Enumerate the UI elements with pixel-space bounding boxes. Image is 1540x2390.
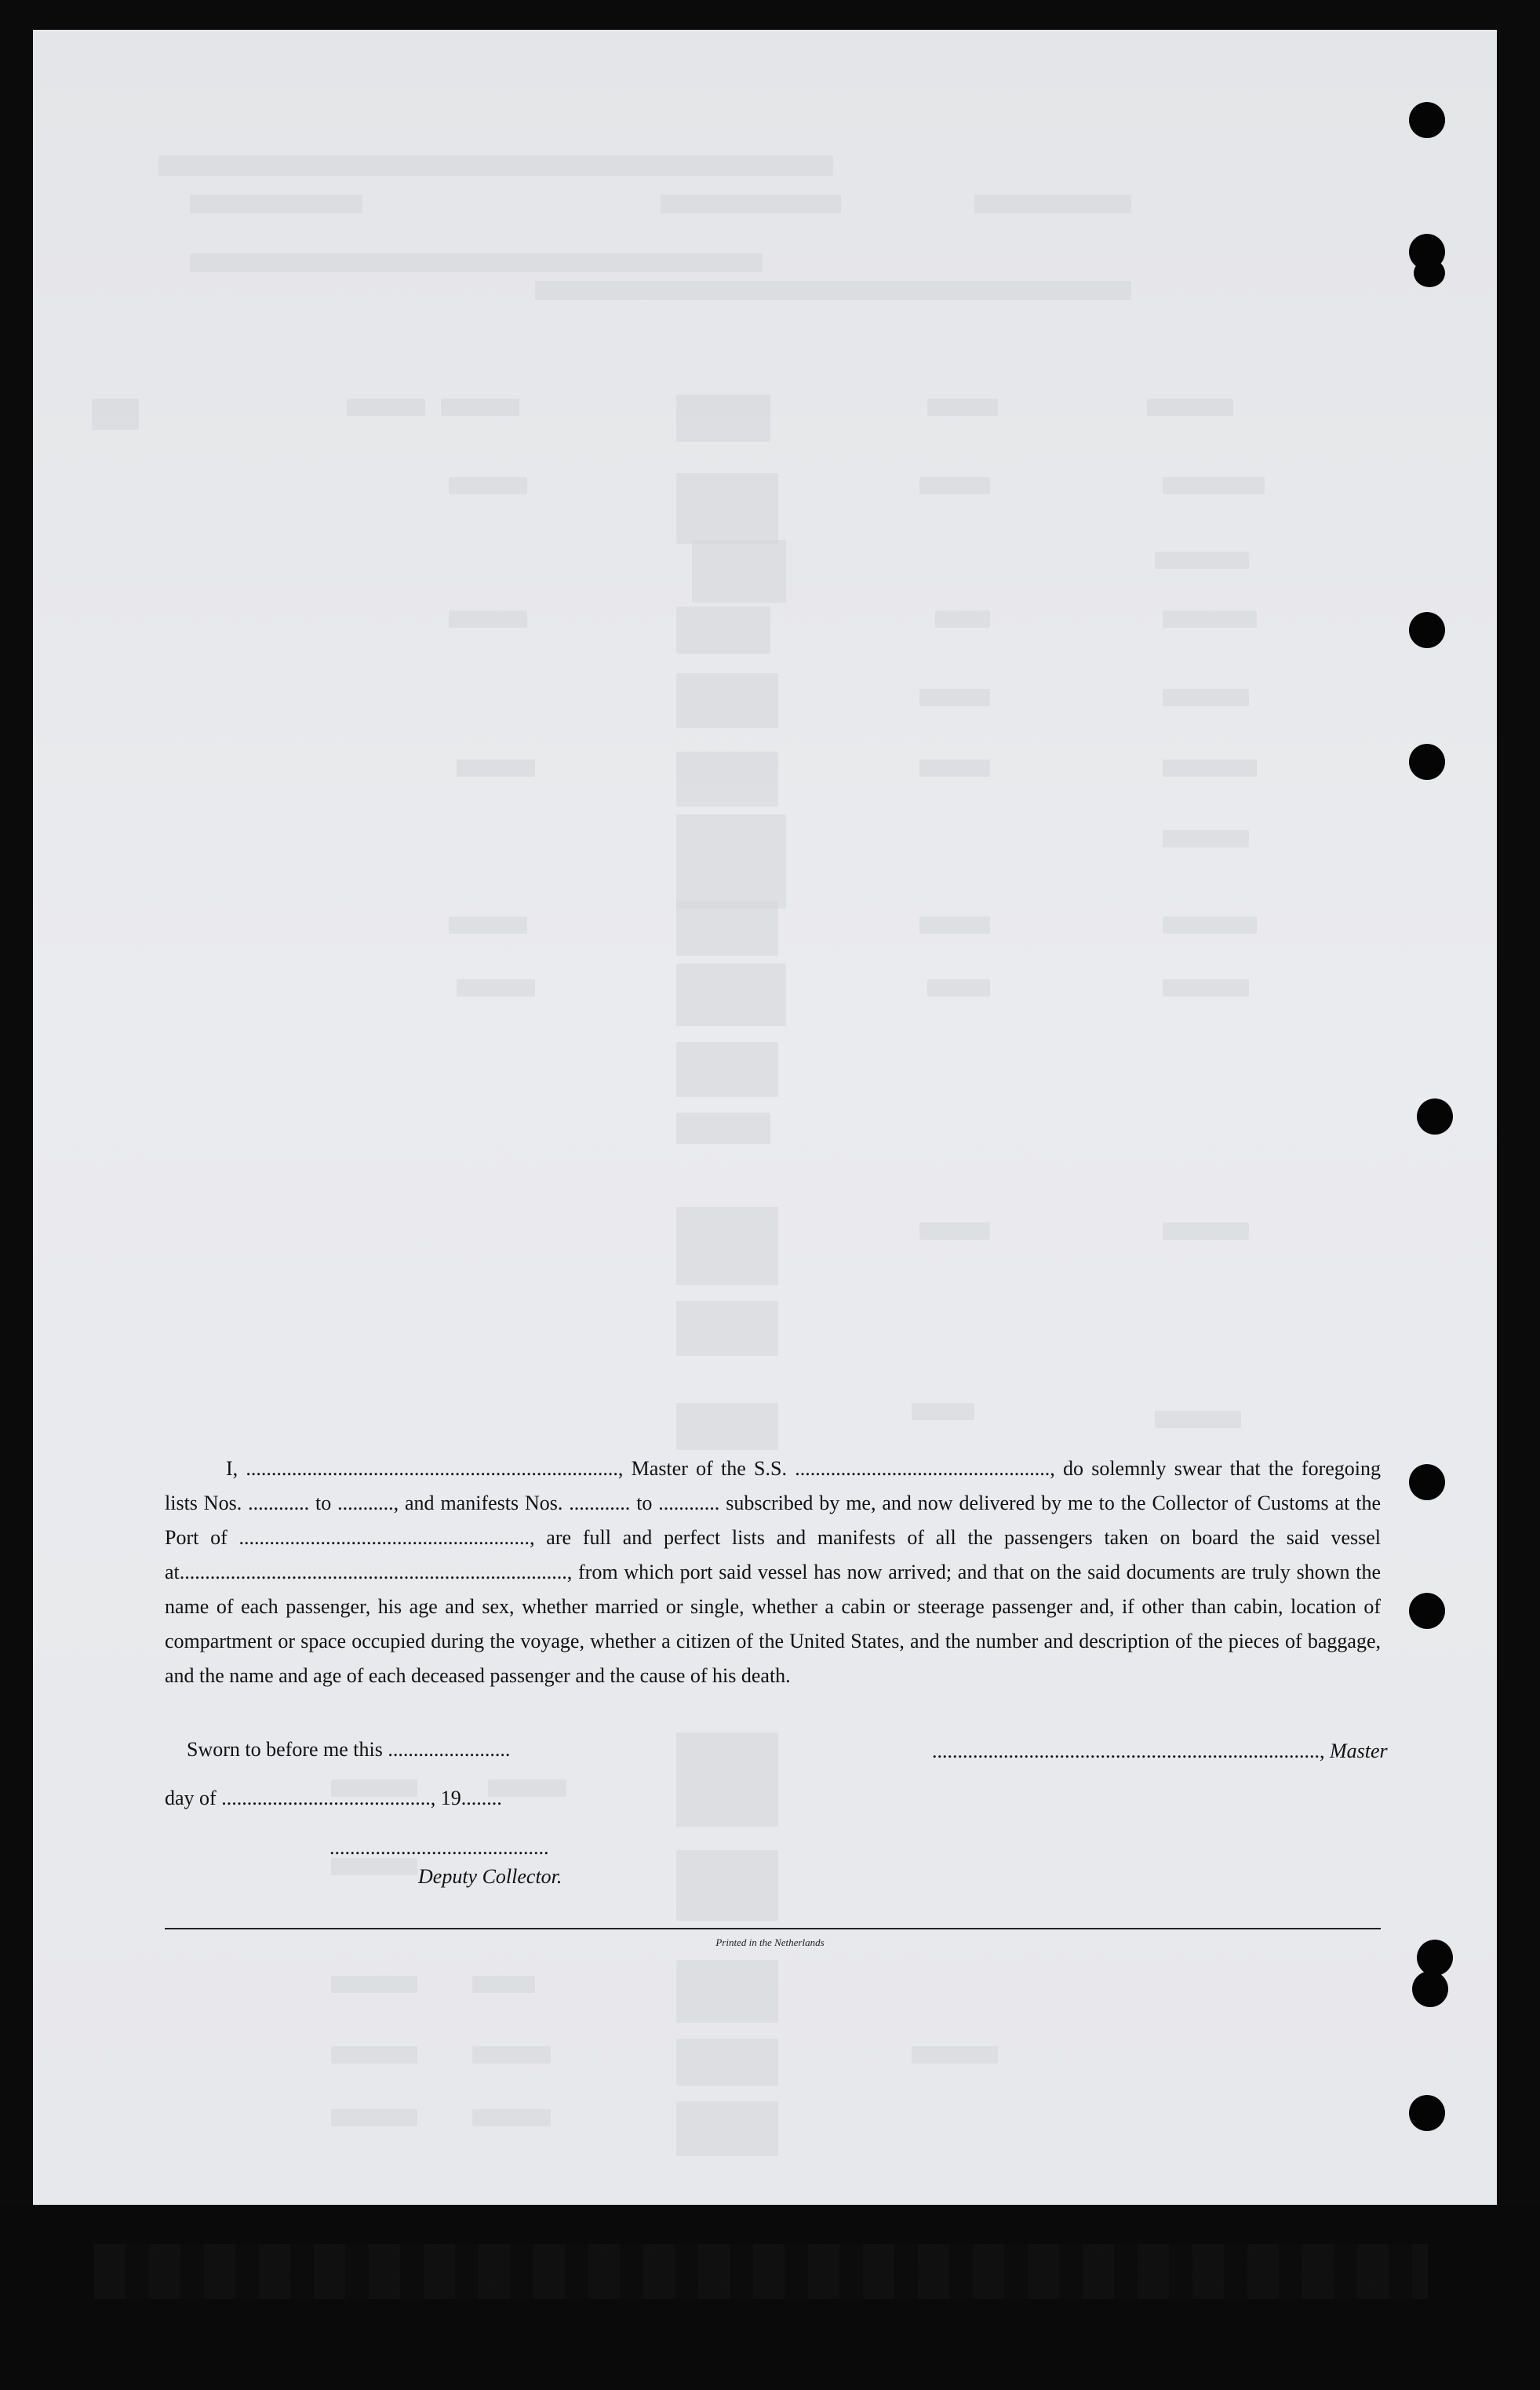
bleed-through-row [927, 979, 990, 996]
deputy-collector-label [418, 1865, 562, 1889]
day-text: day of ........................................., 19........ [165, 1787, 502, 1809]
footer-rule [165, 1928, 1381, 1929]
bleed-through-row [676, 473, 778, 544]
sworn-text: Sworn to before me this ........................ [187, 1738, 511, 1761]
bleed-through-row [472, 2046, 551, 2064]
bleed-through-row [472, 2109, 551, 2126]
bleed-through-row [676, 964, 786, 1026]
bleed-through-row [676, 1403, 778, 1450]
bleed-through-row [449, 477, 527, 494]
bleed-through-row [1163, 689, 1249, 706]
bleed-through-row [1163, 760, 1257, 777]
bleed-through-row [676, 1850, 778, 1921]
bleed-through-row [676, 1207, 778, 1285]
bleed-through-row [1163, 979, 1249, 996]
deputy-collector-text: Deputy Collector. [418, 1865, 562, 1888]
punch-hole [1409, 2095, 1445, 2131]
bleed-through-row [927, 399, 998, 416]
bleed-through-row [331, 1858, 417, 1875]
deputy-signature-line [329, 1836, 549, 1860]
bleed-through-row [676, 1960, 778, 2023]
bleed-through-header [190, 253, 763, 272]
punch-hole [1417, 1098, 1453, 1135]
punch-hole [1409, 102, 1445, 138]
bleed-through-row [1155, 1411, 1241, 1428]
bleed-through-row [457, 760, 535, 777]
bleed-through-header [158, 155, 833, 176]
master-declaration [165, 1452, 1381, 1693]
bleed-through-row [676, 1301, 778, 1356]
master-dots: ............................................................................, [932, 1740, 1325, 1762]
bleed-through-row [676, 752, 778, 807]
bleed-through-row [1163, 916, 1257, 934]
bleed-through-row [472, 1976, 535, 1993]
bleed-through-row [676, 1113, 770, 1144]
declaration-paragraph: I, ........................................................................., Master of the S.S. .................................................., do solemnly swear that the foregoing lists Nos. ............ to ..........., and manifests Nos. ............ to ............ subscribed by me, and now delivered by me to the Collector of Customs at the Port of ........................................................., are full and perfect lists and manifests of all the passengers taken on board the said vessel at............................................................................, from which port said vessel has now arrived; and that on the said documents are truly shown the name of each passenger, his age and sex, whether married or single, whether a cabin or steerage passenger and, if other than cabin, location of compartment or space occupied during the voyage, whether a citizen of the United States, and the number and description of the pieces of baggage, and the name and age of each deceased passenger and the cause of his death. [165, 1457, 1381, 1687]
bleed-through-row [1163, 610, 1257, 628]
bleed-through-row [676, 607, 770, 654]
bleed-through-row [1155, 552, 1249, 569]
bleed-through-row [449, 610, 527, 628]
bleed-through-row [331, 2046, 417, 2064]
sworn-line [187, 1738, 510, 1762]
bleed-through-margin-number [92, 399, 139, 430]
punch-hole [1409, 744, 1445, 780]
bleed-through-row [331, 2109, 417, 2126]
punch-hole [1409, 612, 1445, 648]
bleed-through-row [676, 395, 770, 442]
bleed-through-row [919, 1222, 990, 1240]
punch-hole [1412, 1971, 1448, 2007]
bleed-through-header [535, 281, 1131, 300]
bleed-through-row [347, 399, 425, 416]
bleed-through-row [676, 1042, 778, 1097]
bleed-through-row [919, 477, 990, 494]
bleed-through-header [974, 195, 1131, 213]
bleed-through-row [1163, 477, 1265, 494]
bleed-through-row [676, 901, 778, 956]
bleed-through-row [676, 673, 778, 728]
punch-hole [1409, 1464, 1445, 1500]
printed-in-note: Printed in the Netherlands [715, 1936, 825, 1948]
bleed-through-row [919, 689, 990, 706]
bleed-through-row [676, 2038, 778, 2086]
day-line [165, 1787, 502, 1810]
bleed-through-row [912, 2046, 998, 2064]
bleed-through-row [457, 979, 535, 996]
bleed-through-row [912, 1403, 974, 1420]
punch-hole [1414, 259, 1445, 287]
bleed-through-row [919, 760, 990, 777]
bleed-through-row [676, 814, 786, 909]
bleed-through-row [1147, 399, 1233, 416]
bleed-through-row [935, 610, 990, 628]
bleed-through-header [661, 195, 841, 213]
bleed-through-row [919, 916, 990, 934]
bleed-through-row [1163, 1222, 1249, 1240]
bleed-through-row [331, 1976, 417, 1993]
bleed-through-row [441, 399, 519, 416]
bleed-through-row [676, 1732, 778, 1827]
master-signature-line [932, 1740, 1388, 1763]
bleed-through-row [692, 540, 786, 603]
bleed-through-row [449, 916, 527, 934]
bleed-through-header [190, 195, 362, 213]
deputy-dots: ........................................... [329, 1836, 549, 1859]
punch-hole [1409, 1593, 1445, 1629]
manifest-page [33, 30, 1497, 2205]
master-label: Master [1330, 1740, 1388, 1762]
scan-border-texture [94, 2244, 1428, 2299]
bleed-through-row [676, 2101, 778, 2156]
bleed-through-row [1163, 830, 1249, 847]
